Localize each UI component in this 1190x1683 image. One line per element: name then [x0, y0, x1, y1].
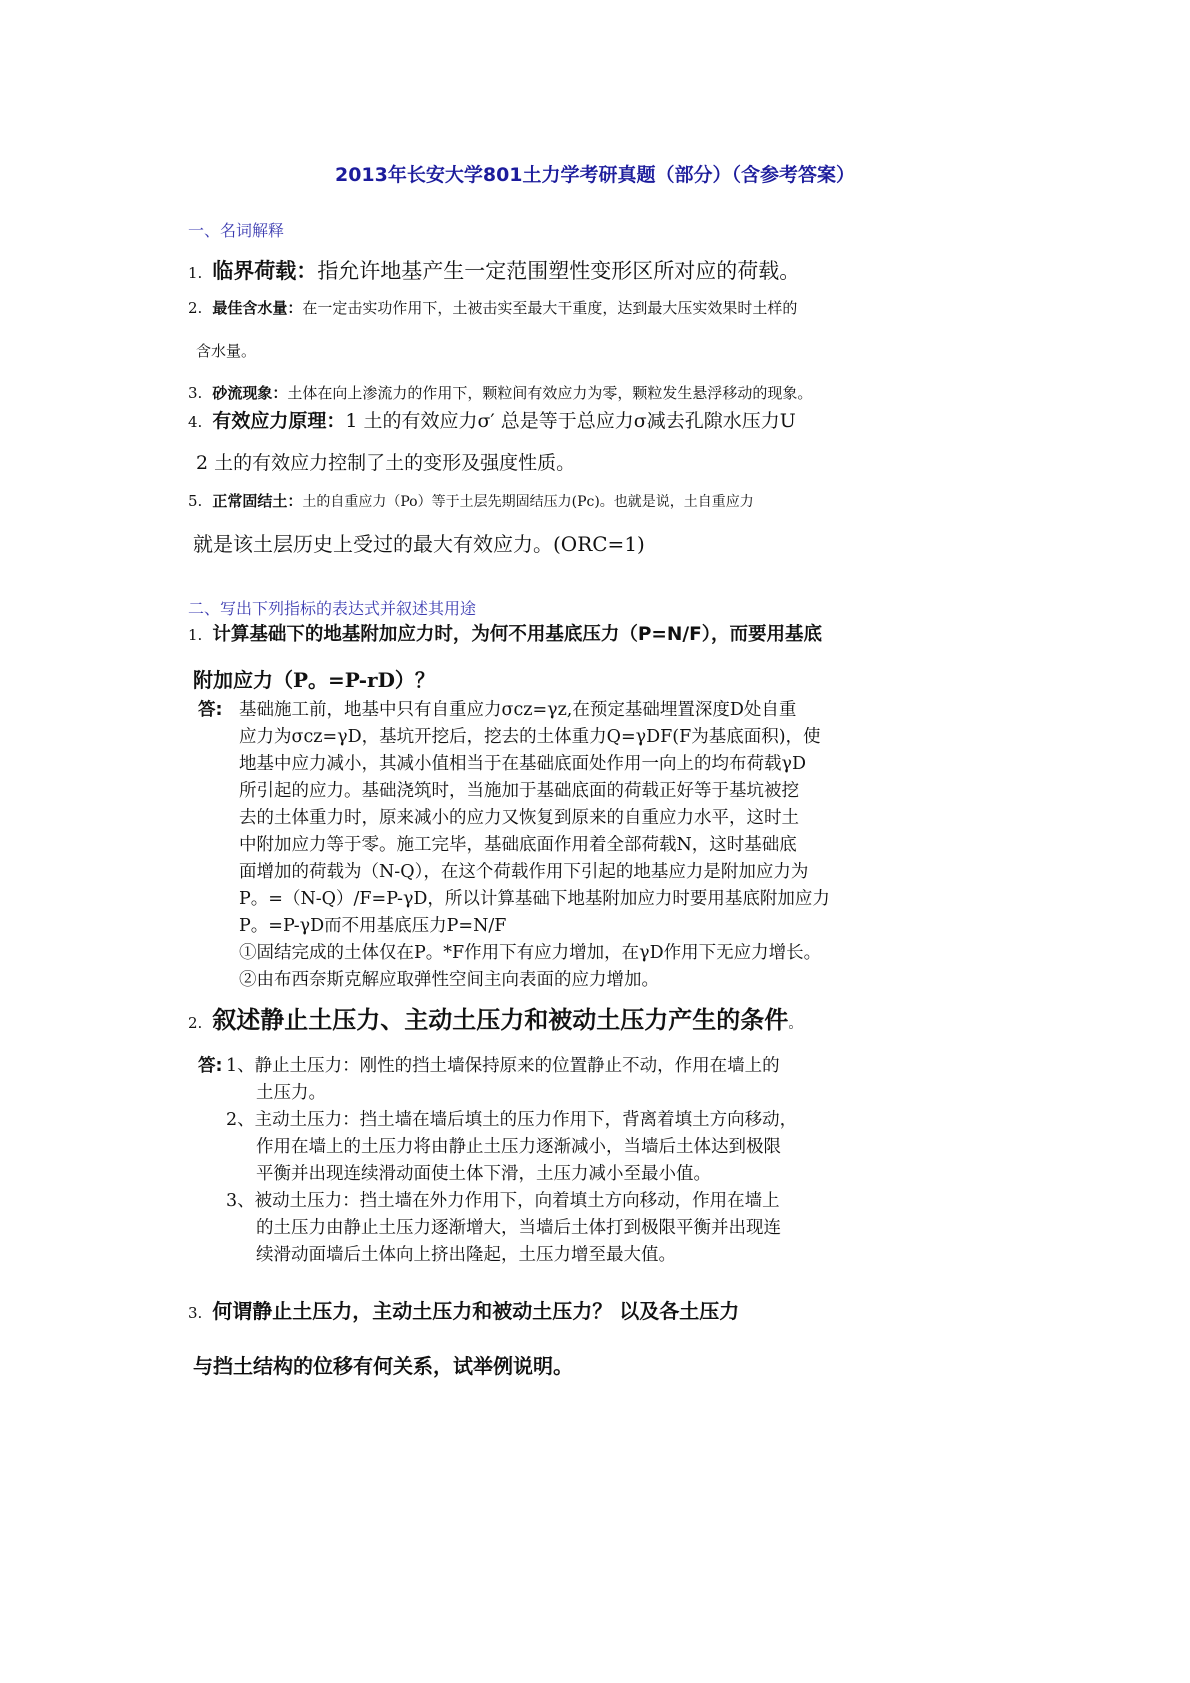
term-2-label: 最佳含水量：	[212, 299, 303, 317]
section-2-heading: 二、写出下列指标的表达式并叙述其用途	[188, 599, 477, 618]
question-1-line-1: 计算基础下的地基附加应力时，为何不用基底压力（P=N/F），而要用基底	[212, 624, 823, 645]
term-1-definition: 指允许地基产生一定范围塑性变形区所对应的荷载。	[317, 259, 801, 283]
question-2	[188, 1000, 802, 1035]
answer-1	[198, 697, 830, 994]
term-4	[188, 406, 796, 433]
answer-1-line: 中附加应力等于零。施工完毕，基础底面作用着全部荷载N，这时基础底	[239, 835, 797, 855]
answer-1-line: ②由布西奈斯克解应取弹性空间主向表面的应力增加。	[239, 970, 659, 990]
section-1-heading: 一、名词解释	[188, 221, 285, 240]
term-4-definition: 1 土的有效应力σ′ 总是等于总应力σ减去孔隙水压力U	[345, 410, 796, 432]
answer-1-line: 去的土体重力时，原来减小的应力又恢复到原来的自重应力水平，这时土	[239, 808, 799, 828]
term-2-continuation: 含水量。	[196, 342, 257, 360]
answer-1-line: P。=（N-Q）/F=P-γD，所以计算基础下地基附加应力时要用基底附加应力	[239, 889, 830, 909]
question-3-line-2: 与挡土结构的位移有何关系，试举例说明。	[193, 1354, 573, 1378]
question-1-line-2: 附加应力（P。=P-rD）？	[193, 668, 435, 692]
answer-2-line: 1、静止土压力：刚性的挡土墙保持原来的位置静止不动，作用在墙上的	[226, 1056, 780, 1076]
question-1-number: 1.	[188, 626, 203, 644]
answer-1-line: ①固结完成的土体仅在P。*F作用下有应力增加，在γD作用下无应力增长。	[239, 943, 822, 963]
term-4-continuation: 2 土的有效应力控制了土的变形及强度性质。	[196, 452, 576, 474]
answer-1-line: 应力为σcz=γD，基坑开挖后，挖去的土体重力Q=γDF(F为基底面积)，使	[239, 727, 821, 747]
answer-2	[198, 1053, 797, 1269]
term-2-definition: 在一定击实功作用下，土被击实至最大干重度，达到最大压实效果时土样的	[302, 299, 798, 317]
question-1	[188, 620, 822, 646]
answer-2-line: 作用在墙上的土压力将由静止土压力逐渐减小，当墙后土体达到极限	[256, 1137, 781, 1157]
answer-1-line: 基础施工前，地基中只有自重应力σcz=γz,在预定基础埋置深度D处自重	[239, 700, 797, 720]
question-3-line-1: 何谓静止土压力，主动土压力和被动土压力？ 以及各土压力	[212, 1299, 740, 1323]
term-2	[188, 297, 797, 318]
answer-2-line: 的土压力由静止土压力逐渐增大，当墙后土体打到极限平衡并出现连	[256, 1218, 781, 1238]
term-3-number: 3.	[188, 384, 203, 402]
term-3-label: 砂流现象：	[212, 384, 288, 402]
term-3	[188, 382, 812, 403]
term-5-definition: 土的自重应力（Po）等于土层先期固结压力(Pc)。也就是说，土自重应力	[302, 494, 754, 510]
question-2-text: 叙述静止土压力、主动土压力和被动土压力产生的条件	[212, 1006, 789, 1034]
term-1-number: 1.	[188, 264, 203, 282]
answer-2-line: 2、主动土压力：挡土墙在墙后填土的压力作用下，背离着填土方向移动，	[226, 1110, 798, 1130]
answer-1-line: 面增加的荷载为（N-Q），在这个荷载作用下引起的地基应力是附加应力为	[239, 862, 809, 882]
answer-1-label: 答:	[198, 700, 223, 720]
term-5-continuation: 就是该土层历史上受过的最大有效应力。(ORC=1)	[193, 532, 645, 556]
term-1-label: 临界荷载：	[212, 259, 318, 283]
answer-1-line: P。=P-γD而不用基底压力P=N/F	[239, 916, 507, 936]
answer-2-label: 答:	[198, 1056, 223, 1076]
term-3-definition: 土体在向上渗流力的作用下，颗粒间有效应力为零，颗粒发生悬浮移动的现象。	[287, 384, 813, 402]
question-3	[188, 1295, 739, 1324]
term-5-label: 正常固结土：	[212, 492, 303, 510]
term-2-number: 2.	[188, 299, 203, 317]
term-4-label: 有效应力原理：	[212, 410, 346, 432]
question-3-number: 3.	[188, 1304, 203, 1322]
document-title: 2013年长安大学801土力学考研真题（部分）（含参考答案）	[334, 164, 856, 186]
term-4-number: 4.	[188, 413, 203, 431]
answer-2-line: 平衡并出现连续滑动面使土体下滑，土压力减小至最小值。	[256, 1164, 711, 1184]
question-2-number: 2.	[188, 1014, 203, 1032]
answer-1-line: 所引起的应力。基础浇筑时，当施加于基础底面的荷载正好等于基坑被挖	[239, 781, 799, 801]
answer-2-line: 土压力。	[256, 1083, 326, 1103]
term-1	[188, 255, 800, 285]
answer-1-line: 地基中应力减小，其减小值相当于在基础底面处作用一向上的均布荷载γD	[239, 754, 806, 774]
term-5	[188, 490, 754, 511]
answer-2-line: 续滑动面墙后土体向上挤出隆起，土压力增至最大值。	[256, 1245, 676, 1265]
answer-2-line: 3、被动土压力：挡土墙在外力作用下，向着填土方向移动，作用在墙上	[226, 1191, 780, 1211]
term-5-number: 5.	[188, 492, 203, 510]
question-2-trail: 。	[788, 1016, 803, 1032]
